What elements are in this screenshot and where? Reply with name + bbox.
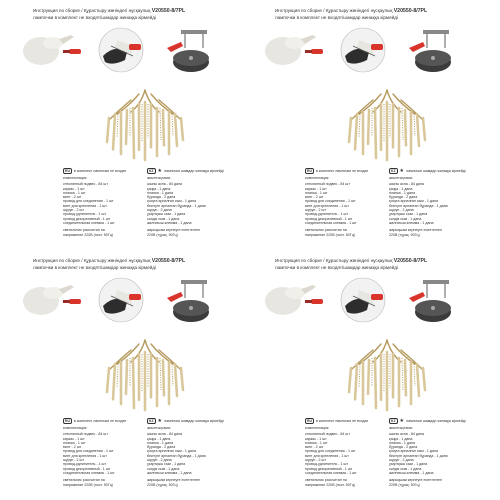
note-flag-icon: RU <box>307 419 312 423</box>
list-item: соединительная клемма - 1 шт <box>305 220 357 225</box>
note-left-text: в комплект лампочки не входят <box>73 169 127 173</box>
list-item: қосуға арналған сым - 1 дана <box>389 199 438 204</box>
list-item: провод для соединения - 1 шт <box>63 449 114 454</box>
star-icon: ★ <box>157 418 163 424</box>
list-item: провод декоративный - 1 шт <box>305 216 353 221</box>
glove-hand-icon <box>19 275 85 321</box>
red-plug-icon <box>97 276 145 324</box>
note-right-text: лампочки шамдар жинаққа кірмейді <box>164 169 224 173</box>
list-item: ұзартқыш сым - 1 дана <box>389 212 428 217</box>
instruction-panel <box>13 8 245 238</box>
list-item: каркас - 1 шт <box>305 186 327 191</box>
contents-header: комплектация: <box>63 176 88 180</box>
list-item: бекітуге арналған бұранда - 1 дана <box>389 453 448 458</box>
title-text: Инструкция по сборке / Құрастыру жөніндегі нұсқаулық <box>33 258 151 263</box>
voltage-note: напряжение 220В (пост. 50Гц) <box>63 482 113 487</box>
list-item: шыны аспа - 84 дана <box>147 432 183 437</box>
glove-hand-icon <box>261 275 327 321</box>
list-item: шуруп - 2 шт <box>305 208 327 213</box>
panel-title <box>275 8 485 15</box>
star-icon: ★ <box>399 418 405 424</box>
list-item: бекітуге арналған бұранда - 1 дана <box>147 203 206 208</box>
list-item: ұзартқыш сым - 1 дана <box>147 462 186 467</box>
list-item: винт - 2 шт <box>305 445 324 450</box>
list-item: қосуға арналған сым - 1 дана <box>389 449 438 454</box>
voltage-note: светильник рассчитан на <box>305 478 347 483</box>
list-item: бекітуге арналған бұранда - 1 дана <box>389 203 448 208</box>
voltage-note: жарықшам кернеуге есептелген <box>389 228 443 233</box>
list-item: стеклянный подвес - 84 шт <box>63 182 108 187</box>
list-item: соединительная клемма - 1 шт <box>63 220 115 225</box>
panel-subtitle: лампочки в комплект не входят/шамдар жинаққа кірмейді <box>33 15 156 20</box>
chandelier-image <box>343 84 431 162</box>
list-item: бұранда - 2 дана <box>389 195 418 200</box>
list-item: қосуға арналған сым - 1 дана <box>147 199 196 204</box>
panel-subtitle: лампочки в комплект не входят/шамдар жинаққа кірмейді <box>275 265 398 270</box>
list-item: планка - 1 шт <box>63 440 86 445</box>
note-flag-icon: KZ <box>391 169 396 173</box>
list-item: сәндік сым - 1 дана <box>147 216 180 221</box>
list-item: ұзартқыш сым - 1 дана <box>389 462 428 467</box>
glove-hand-icon <box>261 25 327 71</box>
voltage-note: 220В (тұрақ. 50Гц) <box>389 482 420 487</box>
list-item: винт для крепления - 1 шт <box>305 453 349 458</box>
list-item: қосуға арналған сым - 1 дана <box>147 449 196 454</box>
voltage-note: светильник рассчитан на <box>305 228 347 233</box>
voltage-note: напряжение 220В (пост. 50Гц) <box>63 232 113 237</box>
star-icon: ★ <box>157 168 163 174</box>
contents-header: комплектация: <box>63 426 88 430</box>
ceiling-canopy-icon <box>405 26 455 78</box>
glove-hand-icon <box>19 25 85 71</box>
panel-title <box>33 258 243 265</box>
list-item: бұранда - 2 дана <box>147 445 176 450</box>
list-item: шуруп - 2 шт <box>63 458 85 463</box>
list-item: планка - 1 дана <box>389 440 415 445</box>
title-text: Инструкция по сборке / Құрастыру жөніндегі нұсқаулық <box>275 258 393 263</box>
list-item: шыны аспа - 84 дана <box>147 182 183 187</box>
contents-list-kz <box>147 176 206 237</box>
list-item: шуруп - 2 дана <box>389 458 414 463</box>
list-item: шыны аспа - 84 дана <box>389 432 425 437</box>
note-flag-icon: RU <box>65 419 70 423</box>
note-flag-icon: RU <box>307 169 312 173</box>
list-item: провод-удлинитель - 1 шт <box>63 212 107 217</box>
list-item: соединительная клемма - 1 шт <box>63 470 115 475</box>
panel-title <box>275 258 485 265</box>
list-item: стеклянный подвес - 84 шт <box>63 432 108 437</box>
voltage-note: 220В (тұрақ. 50Гц) <box>147 232 178 237</box>
list-item: каркас - 1 шт <box>63 436 85 441</box>
model-number: V20550-8/7PL <box>151 8 186 14</box>
model-number: V20550-8/7PL <box>151 258 186 264</box>
list-item: жалғағыш клемма - 1 дана <box>147 220 192 225</box>
list-item: сәндік сым - 1 дана <box>389 216 422 221</box>
note-right <box>147 168 224 174</box>
list-item: соединительная клемма - 1 шт <box>305 470 357 475</box>
voltage-note: жарықшам кернеуге есептелген <box>147 228 201 233</box>
list-item: планка - 1 дана <box>147 440 173 445</box>
contents-list-ru <box>63 426 115 487</box>
contents-list-ru <box>63 176 115 237</box>
voltage-note: светильник рассчитан на <box>63 228 105 233</box>
contents-header: жиынтықтама: <box>389 176 413 180</box>
note-left <box>63 168 126 174</box>
voltage-note: жарықшам кернеуге есептелген <box>147 478 201 483</box>
list-item: стеклянный подвес - 84 шт <box>305 182 350 187</box>
note-right-text: лампочки шамдар жинаққа кірмейді <box>406 419 466 423</box>
list-item: шуруп - 2 дана <box>147 458 172 463</box>
note-left <box>305 418 368 424</box>
ceiling-canopy-icon <box>405 276 455 328</box>
list-item: планка - 1 шт <box>305 440 328 445</box>
contents-list-ru <box>305 426 357 487</box>
list-item: провод декоративный - 1 шт <box>63 466 111 471</box>
chandelier-image <box>343 334 431 412</box>
note-flag-icon: KZ <box>149 419 154 423</box>
list-item: қаңқа - 1 дана <box>389 436 413 441</box>
contents-header: жиынтықтама: <box>389 426 413 430</box>
chandelier-image <box>101 334 189 412</box>
list-item: провод-удлинитель - 1 шт <box>63 462 107 467</box>
instruction-panel <box>13 258 245 488</box>
contents-header: жиынтықтама: <box>147 176 171 180</box>
list-item: провод-удлинитель - 1 шт <box>305 462 349 467</box>
list-item: жалғағыш клемма - 1 дана <box>389 220 434 225</box>
star-icon: ★ <box>399 168 405 174</box>
list-item: бекітуге арналған бұранда - 1 дана <box>147 453 206 458</box>
list-item: шуруп - 2 шт <box>305 458 327 463</box>
list-item: шыны аспа - 84 дана <box>389 182 425 187</box>
note-right <box>147 418 224 424</box>
list-item: винт для крепления - 1 шт <box>63 203 107 208</box>
list-item: провод декоративный - 1 шт <box>63 216 111 221</box>
note-right-text: лампочки шамдар жинаққа кірмейді <box>164 419 224 423</box>
instruction-panel <box>255 258 487 488</box>
list-item: провод для соединения - 1 шт <box>305 199 356 204</box>
note-left-text: в комплект лампочки не входят <box>73 419 127 423</box>
chandelier-image <box>101 84 189 162</box>
contents-list-kz <box>389 176 448 237</box>
list-item: каркас - 1 шт <box>63 186 85 191</box>
list-item: планка - 1 дана <box>147 190 173 195</box>
note-left <box>305 168 368 174</box>
note-right-text: лампочки шамдар жинаққа кірмейді <box>406 169 466 173</box>
title-text: Инструкция по сборке / Құрастыру жөніндегі нұсқаулық <box>33 8 151 13</box>
list-item: провод для соединения - 1 шт <box>305 449 356 454</box>
list-item: бұранда - 2 дана <box>389 445 418 450</box>
list-item: қаңқа - 1 дана <box>147 436 171 441</box>
contents-list-ru <box>305 176 357 237</box>
voltage-note: жарықшам кернеуге есептелген <box>389 478 443 483</box>
list-item: планка - 1 шт <box>305 190 328 195</box>
contents-header: жиынтықтама: <box>147 426 171 430</box>
voltage-note: напряжение 220В (пост. 50Гц) <box>305 232 355 237</box>
contents-list-kz <box>147 426 206 487</box>
note-right <box>389 418 466 424</box>
list-item: провод для соединения - 1 шт <box>63 199 114 204</box>
list-item: винт - 2 шт <box>305 195 324 200</box>
list-item: винт для крепления - 1 шт <box>305 203 349 208</box>
list-item: провод-удлинитель - 1 шт <box>305 212 349 217</box>
voltage-note: напряжение 220В (пост. 50Гц) <box>305 482 355 487</box>
voltage-note: 220В (тұрақ. 50Гц) <box>147 482 178 487</box>
list-item: планка - 1 шт <box>63 190 86 195</box>
note-flag-icon: RU <box>65 169 70 173</box>
contents-header: комплектация: <box>305 426 330 430</box>
ceiling-canopy-icon <box>163 276 213 328</box>
list-item: винт - 2 шт <box>63 445 82 450</box>
list-item: бұранда - 2 дана <box>147 195 176 200</box>
voltage-note: светильник рассчитан на <box>63 478 105 483</box>
instruction-panel <box>255 8 487 238</box>
panel-subtitle: лампочки в комплект не входят/шамдар жинаққа кірмейді <box>275 15 398 20</box>
red-plug-icon <box>97 26 145 74</box>
panel-title <box>33 8 243 15</box>
list-item: винт для крепления - 1 шт <box>63 453 107 458</box>
list-item: жалғағыш клемма - 1 дана <box>389 470 434 475</box>
note-flag-icon: KZ <box>391 419 396 423</box>
list-item: стеклянный подвес - 84 шт <box>305 432 350 437</box>
voltage-note: 220В (тұрақ. 50Гц) <box>389 232 420 237</box>
note-left-text: в комплект лампочки не входят <box>315 419 369 423</box>
note-right <box>389 168 466 174</box>
list-item: винт - 2 шт <box>63 195 82 200</box>
contents-header: комплектация: <box>305 176 330 180</box>
note-left-text: в комплект лампочки не входят <box>315 169 369 173</box>
contents-list-kz <box>389 426 448 487</box>
list-item: шуруп - 2 шт <box>63 208 85 213</box>
list-item: жалғағыш клемма - 1 дана <box>147 470 192 475</box>
panel-subtitle: лампочки в комплект не входят/шамдар жинаққа кірмейді <box>33 265 156 270</box>
list-item: қаңқа - 1 дана <box>389 186 413 191</box>
list-item: сәндік сым - 1 дана <box>147 466 180 471</box>
ceiling-canopy-icon <box>163 26 213 78</box>
list-item: қаңқа - 1 дана <box>147 186 171 191</box>
list-item: сәндік сым - 1 дана <box>389 466 422 471</box>
list-item: шуруп - 2 дана <box>389 208 414 213</box>
model-number: V20550-8/7PL <box>393 258 428 264</box>
red-plug-icon <box>339 276 387 324</box>
title-text: Инструкция по сборке / Құрастыру жөніндегі нұсқаулық <box>275 8 393 13</box>
list-item: провод декоративный - 1 шт <box>305 466 353 471</box>
note-left <box>63 418 126 424</box>
list-item: ұзартқыш сым - 1 дана <box>147 212 186 217</box>
note-flag-icon: KZ <box>149 169 154 173</box>
red-plug-icon <box>339 26 387 74</box>
list-item: каркас - 1 шт <box>305 436 327 441</box>
list-item: планка - 1 дана <box>389 190 415 195</box>
model-number: V20550-8/7PL <box>393 8 428 14</box>
list-item: шуруп - 2 дана <box>147 208 172 213</box>
